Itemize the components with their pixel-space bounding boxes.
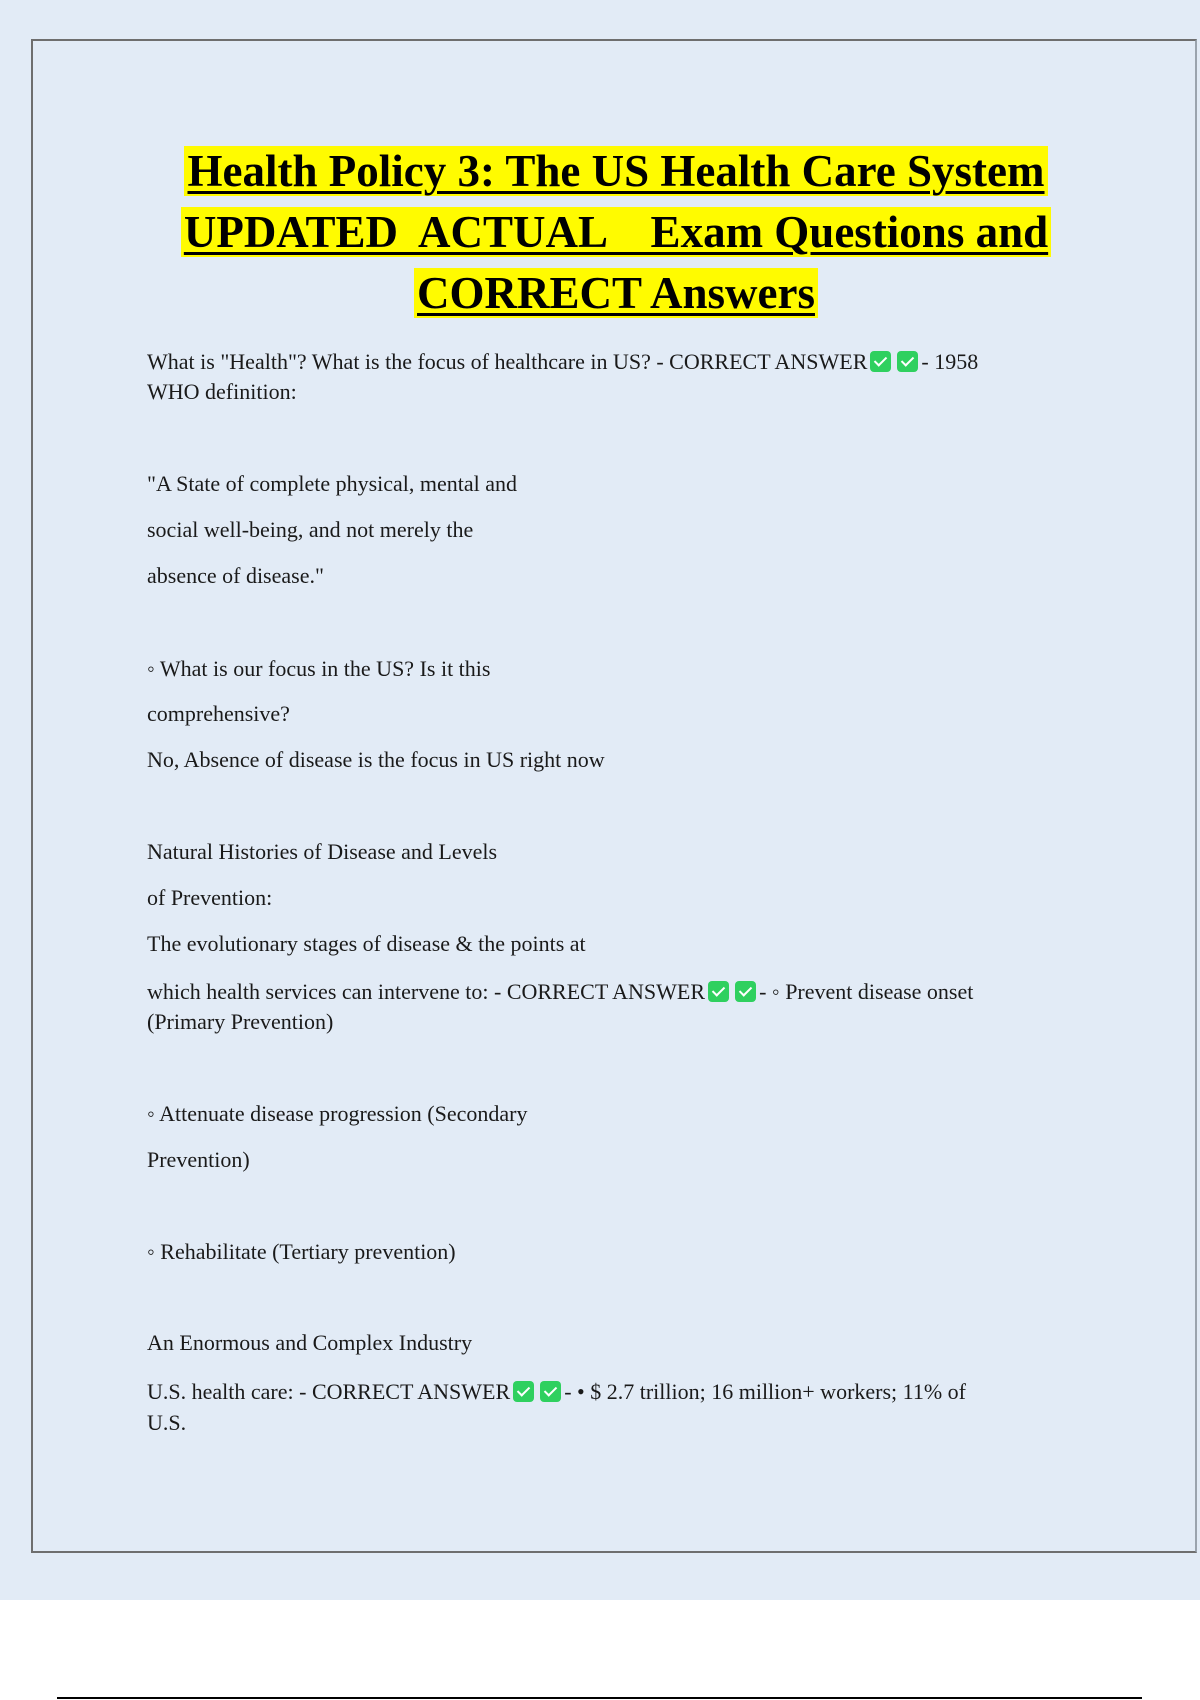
quote-line: "A State of complete physical, mental and xyxy=(147,471,518,496)
qa2-question-last-line xyxy=(147,978,973,1006)
qa1-answer-cont: WHO definition: xyxy=(147,379,297,404)
check-mark-icon xyxy=(513,1381,534,1402)
check-mark-icon xyxy=(735,981,756,1002)
title-line-2: UPDATED ACTUAL Exam Questions and xyxy=(181,207,1051,257)
qa1-question-line xyxy=(147,348,978,376)
focus-line: comprehensive? xyxy=(147,701,290,726)
title-line-3: CORRECT Answers xyxy=(414,268,818,318)
qa3-answer-start: - • $ 2.7 trillion; 16 million+ workers; 11% of xyxy=(564,1379,966,1404)
check-mark-icon xyxy=(897,351,918,372)
correct-answer-label: CORRECT ANSWER xyxy=(506,979,706,1004)
focus-line: No, Absence of disease is the focus in US right now xyxy=(147,747,605,772)
qa1-question: What is "Health"? What is the focus of healthcare in US? xyxy=(147,349,651,374)
correct-answer-label: CORRECT ANSWER xyxy=(311,1379,511,1404)
qa2-question-last: which health services can intervene to: xyxy=(147,979,489,1004)
secondary-line: ◦ Attenuate disease progression (Secondary xyxy=(147,1101,528,1126)
document-title xyxy=(33,141,1199,324)
qa3-question-line xyxy=(147,1378,966,1406)
tertiary-line: ◦ Rehabilitate (Tertiary prevention) xyxy=(147,1239,456,1264)
qa3-question: U.S. health care: xyxy=(147,1379,294,1404)
secondary-line: Prevention) xyxy=(147,1147,250,1172)
qa2-answer-cont: (Primary Prevention) xyxy=(147,1009,334,1034)
document-page xyxy=(31,39,1197,1553)
quote-line: absence of disease." xyxy=(147,563,324,588)
focus-line: ◦ What is our focus in the US? Is it this xyxy=(147,656,491,681)
qa2-answer-start: - ◦ Prevent disease onset xyxy=(759,979,974,1004)
check-mark-icon xyxy=(870,351,891,372)
correct-answer-label: CORRECT ANSWER xyxy=(669,349,868,374)
separator: - xyxy=(488,979,507,1004)
qa3-answer-cont: U.S. xyxy=(147,1410,187,1435)
check-mark-icon xyxy=(540,1381,561,1402)
check-mark-icon xyxy=(708,981,729,1002)
qa2-question-line: Natural Histories of Disease and Levels xyxy=(147,839,498,864)
footer-divider xyxy=(57,1697,1142,1699)
separator: - xyxy=(293,1379,312,1404)
qa3-heading: An Enormous and Complex Industry xyxy=(147,1330,473,1355)
title-line-1: Health Policy 3: The US Health Care System xyxy=(184,146,1047,196)
quote-line: social well-being, and not merely the xyxy=(147,517,474,542)
qa2-question-line: The evolutionary stages of disease & the points at xyxy=(147,931,586,956)
separator: - xyxy=(650,349,670,374)
qa2-question-line: of Prevention: xyxy=(147,885,273,910)
qa1-answer-start: - 1958 xyxy=(921,349,979,374)
